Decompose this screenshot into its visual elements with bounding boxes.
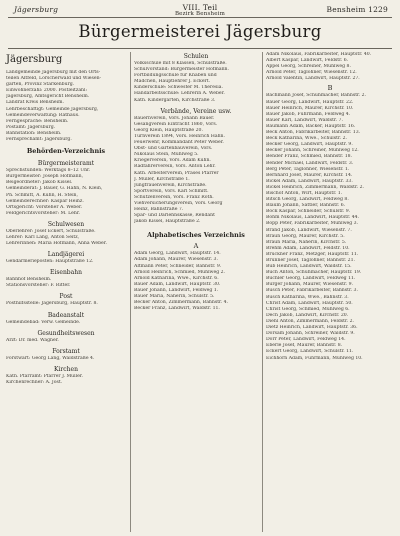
- entry-line: Brehm Adam, Landwirt, Feldstr. 10.: [266, 245, 350, 251]
- entry-line: Bauer Georg, Landwirt, Hauptstr. 22.: [266, 99, 354, 105]
- entry-line: Blaum Johann, Sattler, Bahnstr. 6.: [266, 203, 346, 209]
- entry-line: Christ Georg, Schmied, Mühlweg 6.: [266, 306, 350, 312]
- entry-line: Sprechstunden: Werktags 8–12 Uhr.: [6, 168, 91, 174]
- entry-line: Gemeindeverwaltung: Rathaus.: [6, 112, 80, 118]
- entry-line: Adam Nikolaus, Fabrikarbeiter, Hauptstr. 40.: [266, 52, 372, 57]
- schule-block: [6, 229, 126, 247]
- kirche-block: [6, 374, 126, 386]
- entry-line: Baumann Adam, Bäcker, Hauptstr. 16.: [266, 123, 356, 129]
- entry-line: Dech Jakob, Landwirt, Kirchstr. 20.: [266, 312, 349, 318]
- entry-line: Beigeordneter: Jakob Kissel.: [6, 180, 73, 186]
- entry-line: Adam Johann, Maurer, Wiesenstr. 3.: [134, 257, 218, 263]
- entry-line: Arzt: Dr. med. Wagner.: [6, 337, 59, 343]
- entry-line: Burger Johann, Maurer, Wiesenstr. 9.: [266, 282, 353, 288]
- entry-line: Bernhard Josef, Maurer, Kirchstr. 14.: [266, 172, 353, 178]
- entry-line: Sportverein, Vors. Karl Schmitt.: [134, 188, 209, 194]
- header-left: Jägersburg: [14, 5, 59, 14]
- subheading-buergermeisteramt: Bürgermeisteramt: [37, 160, 95, 168]
- entry-line: Adam Georg, Landwirt, Hauptstr. 14.: [134, 251, 221, 257]
- entry-line: Landrat Kreis Bensheim.: [6, 100, 64, 106]
- entry-line: Brunner Josef, Taglöhner, Bahnstr. 21.: [266, 258, 355, 263]
- schulen-block: [134, 61, 258, 104]
- subheading-landjaegerei: Landjägerei: [47, 251, 85, 259]
- subheading-kirchen: Kirchen: [54, 365, 78, 373]
- entry-line: Brückner Franz, Metzger, Hauptstr. 11.: [266, 251, 359, 257]
- entry-line: Arnold Heinrich, Schmied, Mühlweg 2.: [134, 269, 225, 275]
- landjaeger-block: [6, 259, 126, 265]
- entry-line: Eberle Josef, Maurer, Bahnstr. 8.: [266, 343, 343, 349]
- column-divider-1: [130, 52, 131, 532]
- column-3: [266, 52, 394, 362]
- entry-line: Heinz, Bahnstraße 7.: [134, 207, 184, 213]
- column-divider-2: [262, 52, 263, 532]
- entry-line: Turnverein 1894, Vors. Heinrich Hahn.: [134, 133, 225, 139]
- entry-line: Mädchen, Hauptlehrer J. Eckert.: [134, 79, 211, 85]
- entry-line: Bauernverein, Vors. Johann Bauer.: [134, 115, 215, 121]
- entry-line: Obst- und Gartenbauverein, Vors.: [134, 146, 213, 152]
- entry-line: Arnold Katharina, Wwe., Kirchstr. 6.: [134, 275, 219, 281]
- entry-line: Bauer Jakob, Fuhrmann, Feldweg 4.: [266, 111, 351, 117]
- entry-line: Bopp Peter, Fabrikarbeiter, Mühlweg 3.: [266, 221, 359, 227]
- entry-line: Viehversicherungsverein, Vors. Georg: [134, 200, 223, 206]
- intro-block: [6, 70, 126, 143]
- letter-heading-a: A: [193, 242, 199, 251]
- entry-line: Dörsam Johann, Schreiner, Waldstr. 9.: [266, 331, 355, 337]
- entry-line: Lehrbeschäftigt: Gemeinde Jägersburg,: [6, 106, 99, 112]
- entry-line: Braun Maria, Näherin, Kirchstr. 5.: [266, 239, 347, 245]
- entry-line: Bachmann Josef, Schuhmacher, Bahnstr. 2.: [266, 93, 367, 99]
- entry-line: Bischof Anton, Wirt, Hauptstr. 1.: [266, 190, 343, 196]
- entry-line: Bauer Karl, Landwirt, Waldstr. 7.: [266, 117, 343, 123]
- post-block: [6, 301, 126, 307]
- section-heading-alphabetisch: Alphabetisches Verzeichnis: [147, 231, 245, 240]
- entry-line: Dörr Peter, Landwirt, Feldweg 14.: [266, 337, 346, 343]
- alpha-block: [134, 251, 258, 312]
- entry-line: Diehl Anton, Zimmermann, Feldstr. 2.: [266, 318, 355, 324]
- entry-line: Kath. Kindergarten, Kirchstraße 3.: [134, 97, 216, 103]
- entry-line: Arnold Valentin, Landwirt, Hauptstr. 27.: [266, 76, 360, 82]
- subheading-gesundheit: Gesundheitswesen: [37, 329, 95, 337]
- entry-line: Kirchenrechner: A. Jost.: [6, 379, 63, 385]
- badeanstalt-block: [6, 320, 126, 326]
- col3-b-block: [266, 93, 394, 361]
- entry-line: Bahnstation: Bensheim.: [6, 130, 62, 136]
- entry-line: Radfahrerverein, Vors. Anton Lehr.: [134, 164, 216, 170]
- entry-line: Postamt: Jägersburg.: [6, 124, 56, 130]
- entry-line: Jägersburg, Amtsgericht Bensheim.: [6, 94, 90, 100]
- entry-line: Busch Peter, Fabrikarbeiter, Bahnstr. 3.: [266, 288, 358, 294]
- entry-line: Beck Katharina, Wwe., Schulstr. 2.: [266, 136, 347, 142]
- entry-line: Jungfrauenverein, Kirchstraße.: [134, 182, 207, 188]
- section-heading-schulen: Schulen: [183, 53, 209, 60]
- entry-line: Stationsvorsteher: F. Ritter.: [6, 283, 71, 289]
- page-title: Bürgermeisterei Jägersburg: [78, 22, 322, 41]
- entry-line: Dietz Heinrich, Landwirt, Hauptstr. 36.: [266, 325, 358, 331]
- entry-line: Fortbildungsschule für Knaben und: [134, 73, 217, 79]
- entry-line: Forstwart: Georg Lang, Waldstraße 4.: [6, 355, 95, 361]
- entry-line: Altmann Peter, Schneider, Bahnstr. 9.: [134, 263, 222, 269]
- entry-line: Lehrerinnen: Maria Hofmann, Anna Weber.: [6, 241, 107, 247]
- entry-line: Becker Anton, Zimmermann, Bahnstr. 4.: [134, 300, 229, 306]
- eisenbahn-block: [6, 277, 126, 289]
- entry-line: Buch Anton, Schuhmacher, Hauptstr. 19.: [266, 270, 362, 276]
- subheading-post: Post: [59, 293, 73, 301]
- entry-line: Becker Franz, Landwirt, Waldstr. 11.: [134, 306, 220, 312]
- entry-line: Bürgermeister: Joseph Hofmann,: [6, 174, 84, 180]
- subheading-forstamt: Forstamt: [52, 347, 80, 355]
- entry-line: Bauer Maria, Näherin, Schulstr. 5.: [134, 294, 215, 299]
- entry-line: Appel Georg, Schreiner, Mühlweg 8.: [266, 64, 351, 70]
- entry-line: Gemeindebad: Verw. Gemeinde.: [6, 319, 81, 325]
- column-2: [134, 52, 258, 312]
- entry-line: Feldgerichtsvorsteher: M. Lehr.: [6, 210, 80, 216]
- letter-heading-b: B: [327, 84, 333, 93]
- entry-line: Eckert Georg, Landwirt, Schulstr. 11.: [266, 349, 354, 355]
- gesundheit-block: [6, 338, 126, 344]
- entry-line: Bender Franz, Schmied, Bahnstr. 18.: [266, 154, 353, 160]
- entry-line: Braun Georg, Maurer, Kirchstr. 5.: [266, 233, 345, 239]
- entry-line: Becker Johann, Schreiner, Mühlweg 12.: [266, 148, 359, 154]
- entry-line: Bender Michael, Landwirt, Feldstr. 3.: [266, 160, 354, 166]
- entry-line: Einwohnerzahl: 2000. Postleitzahl:: [6, 88, 88, 94]
- place-heading: Jägersburg: [6, 54, 63, 65]
- entry-line: Böhm Nikolaus, Landwirt, Hauptstr. 44.: [266, 215, 360, 221]
- entry-line: Gesangverein Eintracht 1860, Vors.: [134, 121, 218, 127]
- entry-line: Feuerwehr, Kommandant Peter Weber.: [134, 140, 224, 146]
- header-section: Bezirk Bensheim: [174, 11, 226, 17]
- entry-line: Oberlehrer: Josef Eckert, Schulstraße.: [6, 228, 96, 234]
- subheading-eisenbahn: Eisenbahn: [50, 269, 82, 277]
- entry-line: Beck Anton, Fabrikarbeiter, Bahnstr. 13.: [266, 130, 361, 136]
- entry-line: Posthilfsstelle: Jägersburg, Hauptstr. 8.: [6, 301, 98, 307]
- running-header: [10, 4, 390, 16]
- entry-line: Gemeinderat: J. Bauer, G. Hahn, N. Klein,: [6, 186, 103, 192]
- entry-line: Bickel Heinrich, Zimmermann, Waldstr. 2.: [266, 184, 365, 190]
- entry-line: Kath. Arbeiterverein, Präses Pfarrer: [134, 170, 219, 176]
- section-heading-vereine: Verbände, Vereine usw.: [160, 107, 232, 115]
- entry-line: Gendarmerieposten: Hauptstraße 12.: [6, 259, 94, 265]
- entry-line: Ferngespräche: Bensheim.: [6, 118, 69, 124]
- entry-line: Jakob Kissel, Hauptstraße 2.: [134, 219, 201, 225]
- entry-line: gärten, Provinz Starkenburg.: [6, 82, 75, 88]
- header-right: Bensheim 1229: [326, 5, 388, 14]
- entry-line: Handarbeitsschule: Lehrerin A. Weber.: [134, 91, 225, 97]
- subheading-schulwesen: Schulwesen: [47, 220, 85, 228]
- forst-block: [6, 356, 126, 362]
- entry-line: Schulvorstand: Bürgermeister Hofmann.: [134, 67, 229, 73]
- entry-line: Spar- und Darlehnskasse, Rendant: [134, 213, 215, 219]
- entry-line: Bub Heinrich, Landwirt, Waldstr. 15.: [266, 264, 352, 270]
- entry-line: Nikolaus Stein, Mühlweg 5.: [134, 152, 199, 158]
- header-volume: VIII. Teil: [182, 3, 218, 12]
- title-rule: [8, 48, 392, 49]
- entry-line: Christ Adam, Landwirt, Hauptstr. 50.: [266, 300, 353, 306]
- header-rule: [8, 17, 392, 18]
- entry-line: Becker Georg, Landwirt, Hauptstr. 9.: [266, 142, 353, 148]
- section-heading-behoerden: Behörden-Verzeichnis: [26, 147, 106, 156]
- entry-line: Kath. Pfarramt: Pfarrer J. Müller.: [6, 373, 83, 379]
- entry-line: Albert Kaspar, Landwirt, Feldstr. 6.: [266, 58, 349, 64]
- entry-line: Fernsprechamt: Jägersburg.: [6, 137, 72, 143]
- entry-line: Volksschule mit 8 Klassen, Schulstraße.: [134, 61, 227, 66]
- entry-line: Lehrer: Karl Lang, Anton Seitz,: [6, 234, 80, 240]
- entry-line: Eichhorn Adam, Fuhrmann, Mühlweg 10.: [266, 355, 363, 361]
- entry-line: Bock Kaspar, Schneider, Schulstr. 9.: [266, 209, 351, 215]
- entry-line: Landgemeinde Jägersburg mit den Orts-: [6, 70, 101, 75]
- buergermeisteramt-block: [6, 168, 126, 217]
- entry-line: Bahnhof Bensheim.: [6, 277, 52, 283]
- entry-line: Ortsgericht: Vorsteher A. Weber.: [6, 204, 83, 210]
- entry-line: Georg Klein, Hauptstraße 20.: [134, 127, 203, 133]
- entry-line: J. Müller, Kirchstraße 1.: [134, 176, 190, 182]
- entry-line: Arnold Peter, Taglöhner, Wiesenstr. 12.: [266, 70, 357, 76]
- entry-line: Schützenverein, Vors. Franz Roth.: [134, 194, 214, 200]
- entry-line: Bitsch Georg, Landwirt, Feldweg 8.: [266, 197, 349, 203]
- entry-line: Busch Katharina, Wwe., Bahnstr. 3.: [266, 294, 349, 300]
- entry-line: Berg Peter, Taglöhner, Wiesenstr. 1.: [266, 166, 350, 172]
- entry-line: Büchler Georg, Landwirt, Feldweg 11.: [266, 276, 356, 282]
- column-1: [6, 52, 126, 386]
- entry-line: Bickel Adam, Landwirt, Hauptstr. 33.: [266, 178, 353, 184]
- entry-line: Ph. Schmitt, A. Kuhn, H. Stein,: [6, 192, 78, 198]
- entry-line: Kriegerverein, Vors. Adam Kuhn.: [134, 158, 211, 164]
- entry-line: Kinderschule: Schwester M. Theresia.: [134, 85, 223, 91]
- vereine-block: [134, 116, 258, 226]
- subheading-badeanstalt: Badeanstalt: [47, 311, 85, 319]
- entry-line: teilen Altfeld, Lorscherwald und Wiesen-: [6, 76, 102, 82]
- entry-line: Brand Jakob, Landwirt, Wiesenstr. 7.: [266, 227, 352, 233]
- entry-line: Gemeinderechner: Kaspar Heinz.: [6, 198, 84, 204]
- entry-line: Bauer Johann, Landwirt, Feldweg 1.: [134, 287, 219, 293]
- entry-line: Bauer Adam, Landwirt, Hauptstr. 30.: [134, 281, 221, 287]
- col3-top-block: [266, 52, 394, 82]
- entry-line: Bauer Heinrich, Maurer, Kirchstr. 10.: [266, 105, 354, 111]
